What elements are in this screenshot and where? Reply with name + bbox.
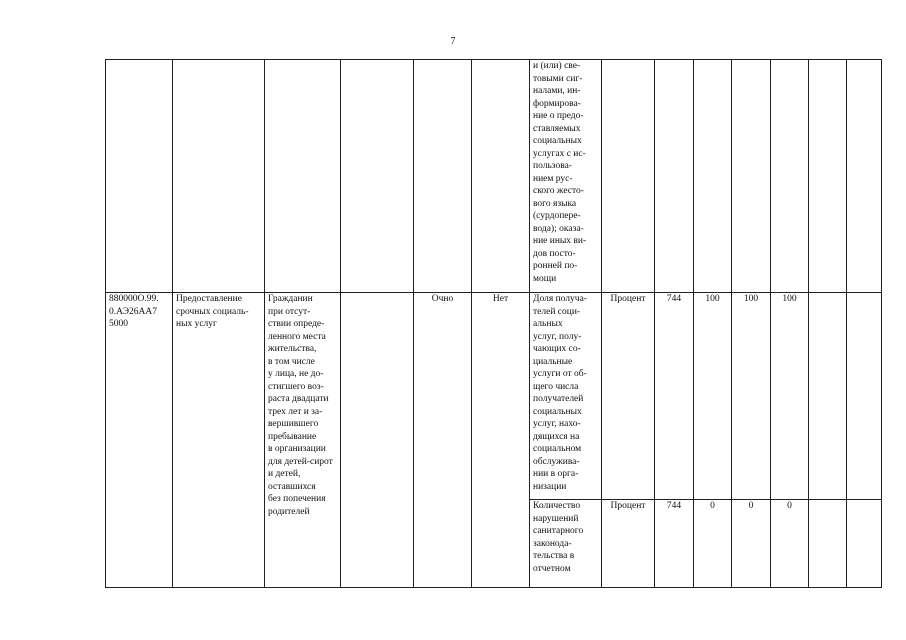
value-3-cell: 0 (771, 500, 809, 588)
extra-1-cell (809, 500, 847, 588)
service-name-line: ных услуг (176, 319, 217, 330)
cont-indicator-line: мощи (533, 273, 557, 284)
cont-flag-cell (472, 60, 530, 293)
category-line: пребывание (268, 431, 317, 442)
cont-value-2-cell (732, 60, 771, 293)
indicator-name-line: получателей (533, 394, 584, 405)
extra-2-cell (847, 500, 882, 588)
extra-2-cell (847, 293, 882, 500)
indicator-name-line: Доля получа- (533, 294, 587, 305)
category-line: и детей, (268, 469, 301, 480)
cont-indicator-line: вода); оказа- (533, 223, 584, 234)
category-line: вершившего (268, 419, 319, 430)
indicator-name-line: законода- (533, 538, 572, 549)
cont-indicator-line: ского жесто- (533, 186, 584, 196)
category-line: у лица, не до- (268, 369, 324, 380)
category-line: без попечения (268, 494, 326, 505)
indicator-name-line: услуги от об- (533, 369, 587, 380)
cont-indicator-line: пользова- (533, 161, 572, 171)
cont-indicator-line: ронней по- (533, 261, 578, 271)
value-1-cell: 100 (694, 293, 732, 500)
cont-indicator-line: социальных (533, 136, 582, 146)
indicator-name-line: отчетном (533, 563, 571, 574)
recipient-category-cell (265, 293, 341, 588)
value-2-cell: 100 (732, 293, 771, 500)
indicator-name-line: альных (533, 319, 563, 330)
indicator-name-line: услуг, полу- (533, 331, 582, 342)
value-1-cell: 0 (694, 500, 732, 588)
registry-code-cell (106, 293, 173, 588)
cont-indicator-line: (сурдопере- (533, 211, 581, 221)
continuation-row (106, 60, 882, 293)
category-line: Гражданин (268, 294, 313, 305)
indicator-name-line: нии в орга- (533, 469, 579, 480)
cont-value-3-cell (771, 60, 809, 293)
record-row (106, 293, 882, 500)
indicator-name-line: щего числа (533, 381, 579, 392)
indicator-name-line: телей соци- (533, 306, 581, 317)
indicator-name-line: циальные (533, 356, 573, 367)
cont-indicator-line: и (или) све- (533, 61, 581, 71)
indicator-name-cell (530, 293, 602, 500)
unit-cell: Процент (602, 500, 655, 588)
okei-code-cell: 744 (655, 293, 694, 500)
indicator-name-line: обслужива- (533, 456, 580, 467)
registry-code-line: 880000О.99. (109, 294, 159, 305)
service-form-cell: Очно (414, 293, 472, 588)
cont-empty-cell (341, 60, 414, 293)
service-name-line: срочных социаль- (176, 306, 249, 317)
cont-indicator-line: вого языка (533, 198, 577, 209)
indicator-name-line: санитарного (533, 526, 584, 537)
category-line: жительства, (268, 344, 317, 355)
okei-code-cell: 744 (655, 500, 694, 588)
cont-indicator-line: услугах с ис- (533, 148, 586, 159)
cont-unit-cell (602, 60, 655, 293)
category-line: ленного места (268, 331, 326, 342)
cont-indicator-line: ние иных ви- (533, 236, 587, 246)
flag-cell: Нет (472, 293, 530, 588)
cont-okei-cell (655, 60, 694, 293)
indicator-name-line: низации (533, 481, 567, 492)
cont-extra-2-cell (847, 60, 882, 293)
indicator-name-line: нарушений (533, 513, 579, 524)
category-line: в организации (268, 444, 326, 455)
value-3-cell: 100 (771, 293, 809, 500)
registry-code-line: 0.АЭ26АА7 (109, 306, 157, 317)
category-line: трех лет и за- (268, 406, 323, 417)
cont-indicator-line: ставляемых (533, 123, 581, 134)
cont-indicator-line: дов посто- (533, 248, 576, 259)
page-number: 7 (450, 36, 456, 47)
value-2-cell: 0 (732, 500, 771, 588)
category-line: при отсут- (268, 306, 311, 317)
category-line: для детей-сирот (268, 456, 333, 467)
cont-code-cell (106, 60, 173, 293)
category-line: ствии опреде- (268, 319, 325, 330)
service-table (105, 59, 882, 588)
cont-indicator-line: ние о предо- (533, 111, 584, 121)
indicator-name-line: социальном (533, 444, 582, 455)
extra-1-cell (809, 293, 847, 500)
cont-extra-1-cell (809, 60, 847, 293)
indicator-name-line: Количество (533, 501, 581, 512)
registry-code-line: 5000 (109, 319, 128, 330)
indicator-name-line: чающих со- (533, 344, 581, 355)
cont-indicator-cell (530, 60, 602, 293)
category-line: оставшихся (268, 481, 316, 492)
indicator-name-cell (530, 500, 602, 588)
cont-form-cell (414, 60, 472, 293)
cont-category-cell (265, 60, 341, 293)
service-name-line: Предоставление (176, 294, 242, 305)
cont-service-cell (173, 60, 265, 293)
indicator-name-line: социальных (533, 406, 582, 417)
cont-indicator-line: налами, ин- (533, 86, 581, 96)
service-name-cell (173, 293, 265, 588)
indicator-name-line: услуг, нахо- (533, 419, 581, 430)
category-line: родителей (268, 506, 310, 517)
indicator-name-line: дящихся на (533, 431, 580, 442)
indicator-name-line: тельства в (533, 551, 575, 562)
cont-indicator-line: товыми сиг- (533, 73, 583, 84)
empty-column-cell (341, 293, 414, 588)
unit-cell: Процент (602, 293, 655, 500)
category-line: стигшего воз- (268, 381, 324, 392)
cont-indicator-line: нием рус- (533, 173, 573, 184)
cont-indicator-line: формирова- (533, 98, 581, 109)
category-line: в том числе (268, 356, 315, 367)
category-line: раста двадцати (268, 394, 329, 405)
cont-value-1-cell (694, 60, 732, 293)
